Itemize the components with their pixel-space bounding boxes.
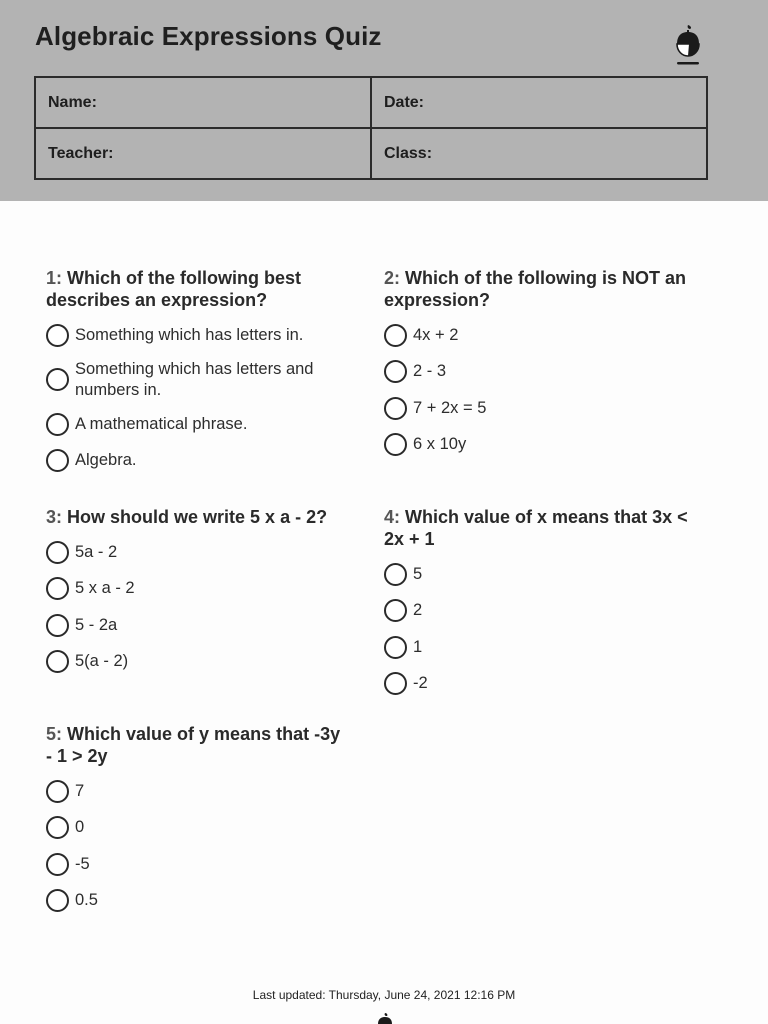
answer-option[interactable] [46,411,346,437]
answer-option[interactable] [46,359,346,401]
answer-option[interactable] [46,815,346,841]
question-text [384,267,704,311]
question-number: 5: [46,724,63,744]
question-text [46,723,346,767]
option-label: Something which has letters in. [75,325,304,344]
radio-button[interactable] [384,397,407,420]
option-label: Something which has letters and numbers in. [75,359,314,399]
page-title: Algebraic Expressions Quiz [35,21,382,51]
radio-button[interactable] [46,413,69,436]
option-label: -5 [75,854,90,873]
radio-button[interactable] [46,368,69,391]
option-label: -2 [413,674,428,692]
name-field[interactable]: Name: [35,77,371,128]
option-label: 6 x 10y [413,435,467,453]
answer-option[interactable] [46,539,366,565]
option-label: 5 - 2a [75,615,118,634]
radio-button[interactable] [46,577,69,600]
option-label: 5 [413,564,423,583]
question-5 [46,723,346,924]
class-field[interactable]: Class: [371,128,707,179]
date-field[interactable]: Date: [371,77,707,128]
quiz-header [0,0,768,201]
radio-button[interactable] [384,563,407,586]
question-prompt: Which value of x means that 3x < 2x + 1 [384,507,688,549]
answer-option[interactable] [384,671,704,697]
question-1 [46,267,346,484]
answer-option[interactable] [384,561,704,587]
answer-option[interactable] [46,448,346,474]
option-label: A mathematical phrase. [75,414,248,433]
question-number: 2: [384,268,401,288]
option-label: 7 [75,781,85,800]
answer-option[interactable] [384,634,704,660]
question-prompt: How should we write 5 x a - 2? [67,507,328,527]
answer-option[interactable] [46,576,366,602]
teacher-field[interactable]: Teacher: [35,128,371,179]
option-label: Algebra. [75,451,137,469]
question-prompt: Which of the following is NOT an expression? [384,268,687,310]
acorn-icon [673,23,703,67]
radio-button[interactable] [384,360,407,383]
question-prompt: Which of the following best describes an expression? [46,268,302,310]
answer-option[interactable] [46,851,346,877]
radio-button[interactable] [46,449,69,472]
question-2 [384,267,704,468]
option-label: 4x + 2 [413,325,459,344]
answer-option[interactable] [384,322,704,348]
option-label: 2 [413,601,423,619]
last-updated-footer: Last updated: Thursday, June 24, 2021 12:16 PM [252,988,516,1002]
radio-button[interactable] [384,324,407,347]
question-text [384,506,704,550]
radio-button[interactable] [46,650,69,673]
answer-option[interactable] [384,432,704,458]
answer-option[interactable] [46,649,366,675]
question-text [46,267,346,311]
option-label: 0 [75,818,85,836]
question-3 [46,506,366,685]
question-number: 1: [46,268,63,288]
option-label: 5 x a - 2 [75,579,135,597]
answer-option[interactable] [46,778,346,804]
answer-option[interactable] [46,888,346,914]
radio-button[interactable] [384,433,407,456]
radio-button[interactable] [46,541,69,564]
radio-button[interactable] [384,636,407,659]
option-label: 7 + 2x = 5 [413,398,487,417]
radio-button[interactable] [384,672,407,695]
option-label: 1 [413,637,423,656]
answer-option[interactable] [46,612,366,638]
option-label: 5a - 2 [75,542,118,561]
answer-option[interactable] [46,322,346,348]
question-prompt: Which value of y means that -3y - 1 > 2y [46,724,341,766]
question-number: 3: [46,507,63,527]
answer-option[interactable] [384,598,704,624]
radio-button[interactable] [46,853,69,876]
radio-button[interactable] [46,614,69,637]
radio-button[interactable] [46,780,69,803]
student-info-table [34,76,708,180]
radio-button[interactable] [46,324,69,347]
question-4 [384,506,704,707]
radio-button[interactable] [46,889,69,912]
option-label: 5(a - 2) [75,652,129,670]
radio-button[interactable] [46,816,69,839]
answer-option[interactable] [384,395,704,421]
radio-button[interactable] [384,599,407,622]
answer-option[interactable] [384,359,704,385]
acorn-icon [376,1012,394,1024]
question-text [46,506,366,528]
question-number: 4: [384,507,401,527]
option-label: 2 - 3 [413,362,447,380]
option-label: 0.5 [75,891,98,909]
